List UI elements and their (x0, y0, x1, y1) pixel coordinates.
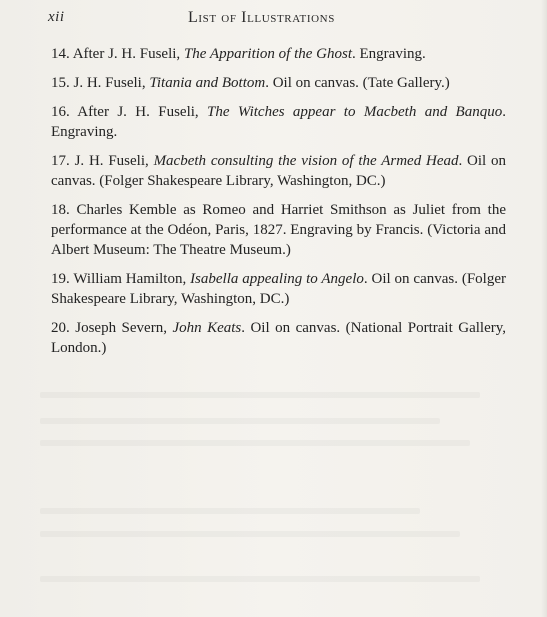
entry-title: John Keats (172, 320, 242, 336)
entry-number: 18. (51, 202, 70, 218)
entry-number: 14. (51, 46, 70, 62)
list-item (51, 200, 506, 260)
entry-text: Joseph Severn, (75, 320, 173, 336)
list-item (51, 73, 506, 93)
entry-text: After J. H. Fuseli, (77, 104, 208, 120)
entry-title: The Witches appear to Macbeth and Banquo (207, 104, 503, 120)
list-item (51, 151, 506, 191)
bleed-through (40, 440, 470, 446)
bleed-through (40, 531, 460, 537)
entry-number: 15. (51, 75, 70, 91)
entry-number: 16. (51, 104, 70, 120)
entry-number: 20. (51, 320, 70, 336)
list-item (51, 102, 506, 142)
entry-text: J. H. Fuseli, (74, 153, 154, 169)
list-item (51, 269, 506, 309)
entry-text: J. H. Fuseli, (73, 75, 150, 91)
entry-text: After J. H. Fuseli, (72, 46, 184, 62)
bleed-through (40, 576, 480, 582)
entry-number: 17. (51, 153, 70, 169)
entry-text: Charles Kemble as Romeo and Harriet Smithson as Juliet from the performance at the Odéon, Paris, 1827. Engraving by Francis. (Victoria and Albert Museum: The Theatre Museum.) (51, 202, 507, 258)
page-edge-shadow (541, 0, 547, 617)
entry-text: William Hamilton, (73, 271, 191, 287)
page-number: xii (48, 9, 65, 25)
entry-title: Isabella appealing to Angelo (190, 271, 364, 287)
bleed-through (40, 508, 420, 514)
entry-text: . Engraving. (51, 104, 506, 140)
entry-title: Titania and Bottom (149, 75, 266, 91)
entry-text: . Oil on canvas. (Folger Shakespeare Library, Washington, DC.) (51, 153, 507, 189)
entry-text: . Oil on canvas. (Folger Shakespeare Library, Washington, DC.) (51, 271, 507, 307)
entry-number: 19. (51, 271, 70, 287)
entry-text: . Oil on canvas. (Tate Gallery.) (265, 75, 450, 91)
list-item (51, 318, 506, 358)
bleed-through (40, 418, 440, 424)
page-header (48, 9, 518, 31)
entry-text: . Engraving. (352, 46, 426, 62)
entry-text: . Oil on canvas. (National Portrait Gallery, London.) (51, 320, 506, 356)
entry-title: The Apparition of the Ghost (183, 46, 352, 62)
bleed-through (40, 392, 480, 398)
illustration-list (51, 44, 506, 367)
entry-title: Macbeth consulting the vision of the Armed Head (153, 153, 459, 169)
list-item (51, 44, 506, 64)
running-head: List of Illustrations (188, 9, 335, 26)
